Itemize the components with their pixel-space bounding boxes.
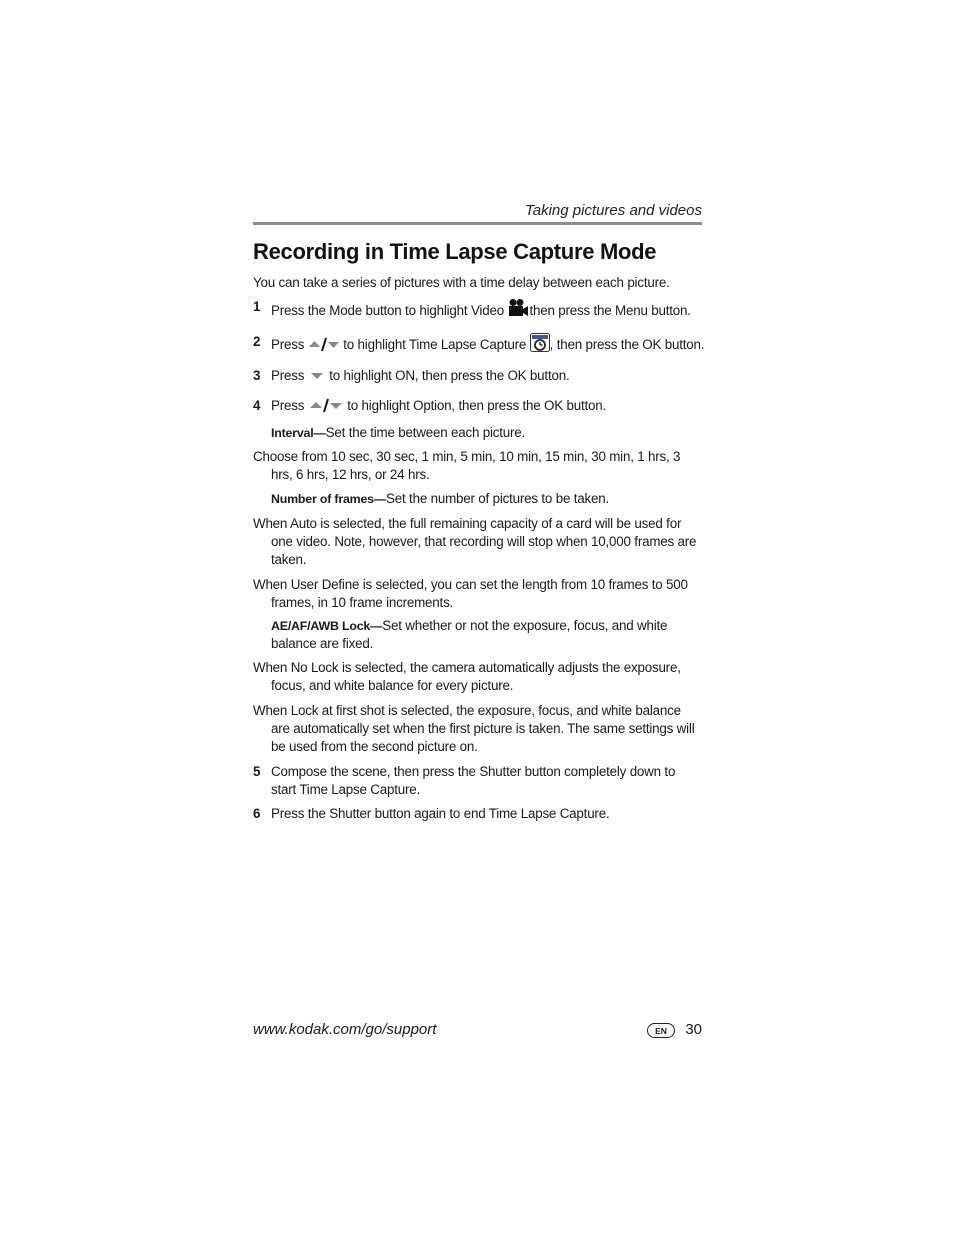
step-text: Press [271,368,308,383]
step-5 [253,763,702,799]
step-number: 3 [253,368,261,383]
option-interval [253,424,702,442]
step-number: 4 [253,398,261,413]
support-url[interactable]: www.kodak.com/go/support [253,1021,437,1038]
step-text: then press the Menu button. [529,303,691,318]
option-lock [253,617,702,653]
page-number: 30 [685,1021,702,1038]
step-number: 2 [253,334,261,349]
option-term: AE/AF/AWB Lock— [271,619,383,633]
video-camera-icon [507,298,529,323]
step-3 [253,367,702,388]
time-lapse-icon [530,333,550,357]
step-number: 1 [253,299,261,314]
option-desc: Set the number of pictures to be taken. [386,491,609,506]
option-desc: Set the time between each picture. [325,425,526,440]
header-rule [253,222,702,225]
frames-user-define: When User Define is selected, you can set the length from 10 frames to 500 frames, in 10 frame increments. [253,577,688,610]
step-number: 6 [253,806,261,821]
intro-paragraph: You can take a series of pictures with a time delay between each picture. [253,275,670,290]
down-arrow-icon [308,369,326,388]
step-text: , then press the OK button. [549,337,705,352]
step-text: Press [271,337,308,352]
up-down-arrow-icon [308,397,344,418]
step-text: to highlight Time Lapse Capture [339,337,530,352]
step-text: Compose the scene, then press the Shutter button completely down to start Time Lapse Capture. [271,764,676,797]
step-text: Press the Mode button to highlight Video [271,303,508,318]
step-text: Press [271,398,308,413]
option-term: Interval— [271,426,326,440]
step-number: 5 [253,764,261,779]
step-2 [253,333,705,357]
lock-first-shot: When Lock at first shot is selected, the exposure, focus, and white balance are automatically set when the first picture is taken. The same settings will be used from the second picture on. [253,703,695,754]
step-4 [253,397,702,418]
step-text: Press the Shutter button again to end Time Lapse Capture. [271,806,610,821]
step-1 [253,298,702,323]
option-desc: Set whether or not the exposure, focus, and white balance are fixed. [271,618,668,651]
up-down-arrow-icon [308,336,340,357]
option-frames [253,490,702,508]
option-term: Number of frames— [271,492,387,506]
page-title: Recording in Time Lapse Capture Mode [253,239,657,264]
step-text: to highlight ON, then press the OK button. [325,368,570,383]
interval-choices: Choose from 10 sec, 30 sec, 1 min, 5 min, 10 min, 15 min, 30 min, 1 hrs, 3 hrs, 6 hrs, 12 hrs, or 24 hrs. [253,449,681,482]
step-6 [253,805,702,823]
body-text [253,274,705,823]
running-head: Taking pictures and videos [524,202,702,219]
frames-auto: When Auto is selected, the full remaining capacity of a card will be used for one video. Note, however, that recording will stop when 10,000 frames are taken. [253,516,697,567]
step-text: to highlight Option, then press the OK button. [343,398,607,413]
footer-page-info [647,1021,702,1041]
lock-no-lock: When No Lock is selected, the camera automatically adjusts the exposure, focus, and white balance for every picture. [253,660,681,693]
language-badge: EN [647,1023,675,1038]
